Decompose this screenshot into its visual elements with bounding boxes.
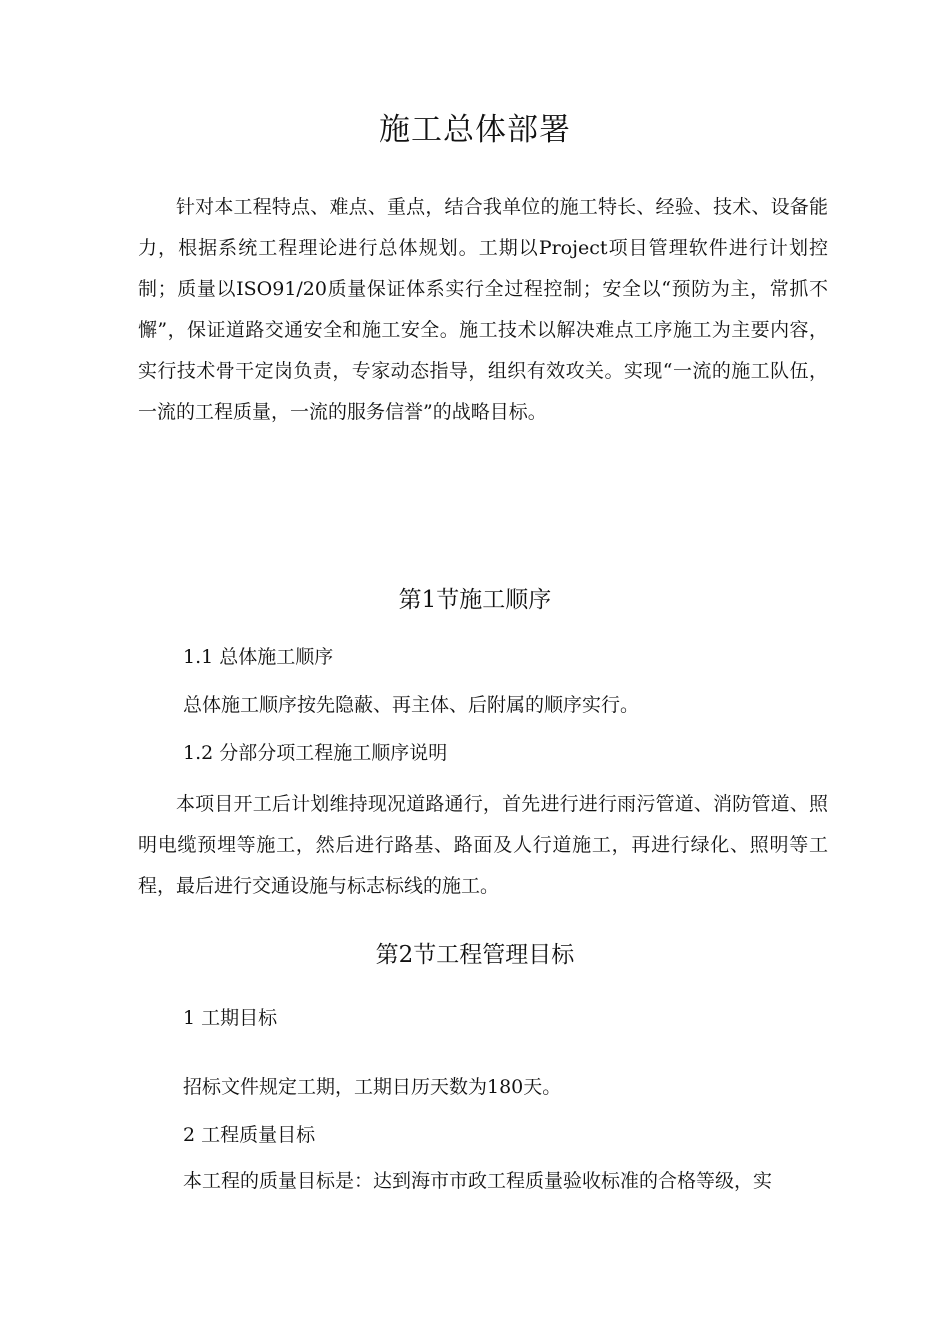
section-1-heading: 第1节施工顺序 — [398, 587, 552, 613]
document-title: 施工总体部署 — [379, 112, 571, 148]
intro-paragraph: 针对本工程特点、难点、重点，结合我单位的施工特长、经验、技术、设备能力，根据系统工程理论进行总体规划。工期以Project项目管理软件进行计划控制；质量以ISO91/20质量保证体系实行全过程控制；安全以“预防为主，常抓不懈”，保证道路交通安全和施工安全。施工技术以解决难点工序施工为主要内容，实行技术骨干定岗负责，专家动态指导，组织有效攻关。实现“一流的施工队伍，一流的工程质量，一流的服务信誉”的战略目标。 — [138, 196, 828, 423]
target-1-title: 1 工期目标 — [183, 1007, 278, 1029]
section-2-heading: 第2节工程管理目标 — [375, 942, 575, 968]
subsection-1-2-paragraph: 本项目开工后计划维持现况道路通行，首先进行进行雨污管道、消防管道、照明电缆预埋等施工，然后进行路基、路面及人行道施工，再进行绿化、照明等工程，最后进行交通设施与标志标线的施工。 — [138, 793, 828, 897]
target-1-text: 招标文件规定工期，工期日历天数为180天。 — [183, 1076, 562, 1098]
subsection-1-2-title: 1.2 分部分项工程施工顺序说明 — [183, 742, 448, 764]
subsection-1-1-title: 1.1 总体施工顺序 — [183, 646, 334, 668]
target-2-text: 本工程的质量目标是：达到海市市政工程质量验收标准的合格等级，实 — [183, 1170, 773, 1192]
subsection-1-1-text: 总体施工顺序按先隐蔽、再主体、后附属的顺序实行。 — [183, 694, 640, 716]
target-2-title: 2 工程质量目标 — [183, 1124, 316, 1146]
